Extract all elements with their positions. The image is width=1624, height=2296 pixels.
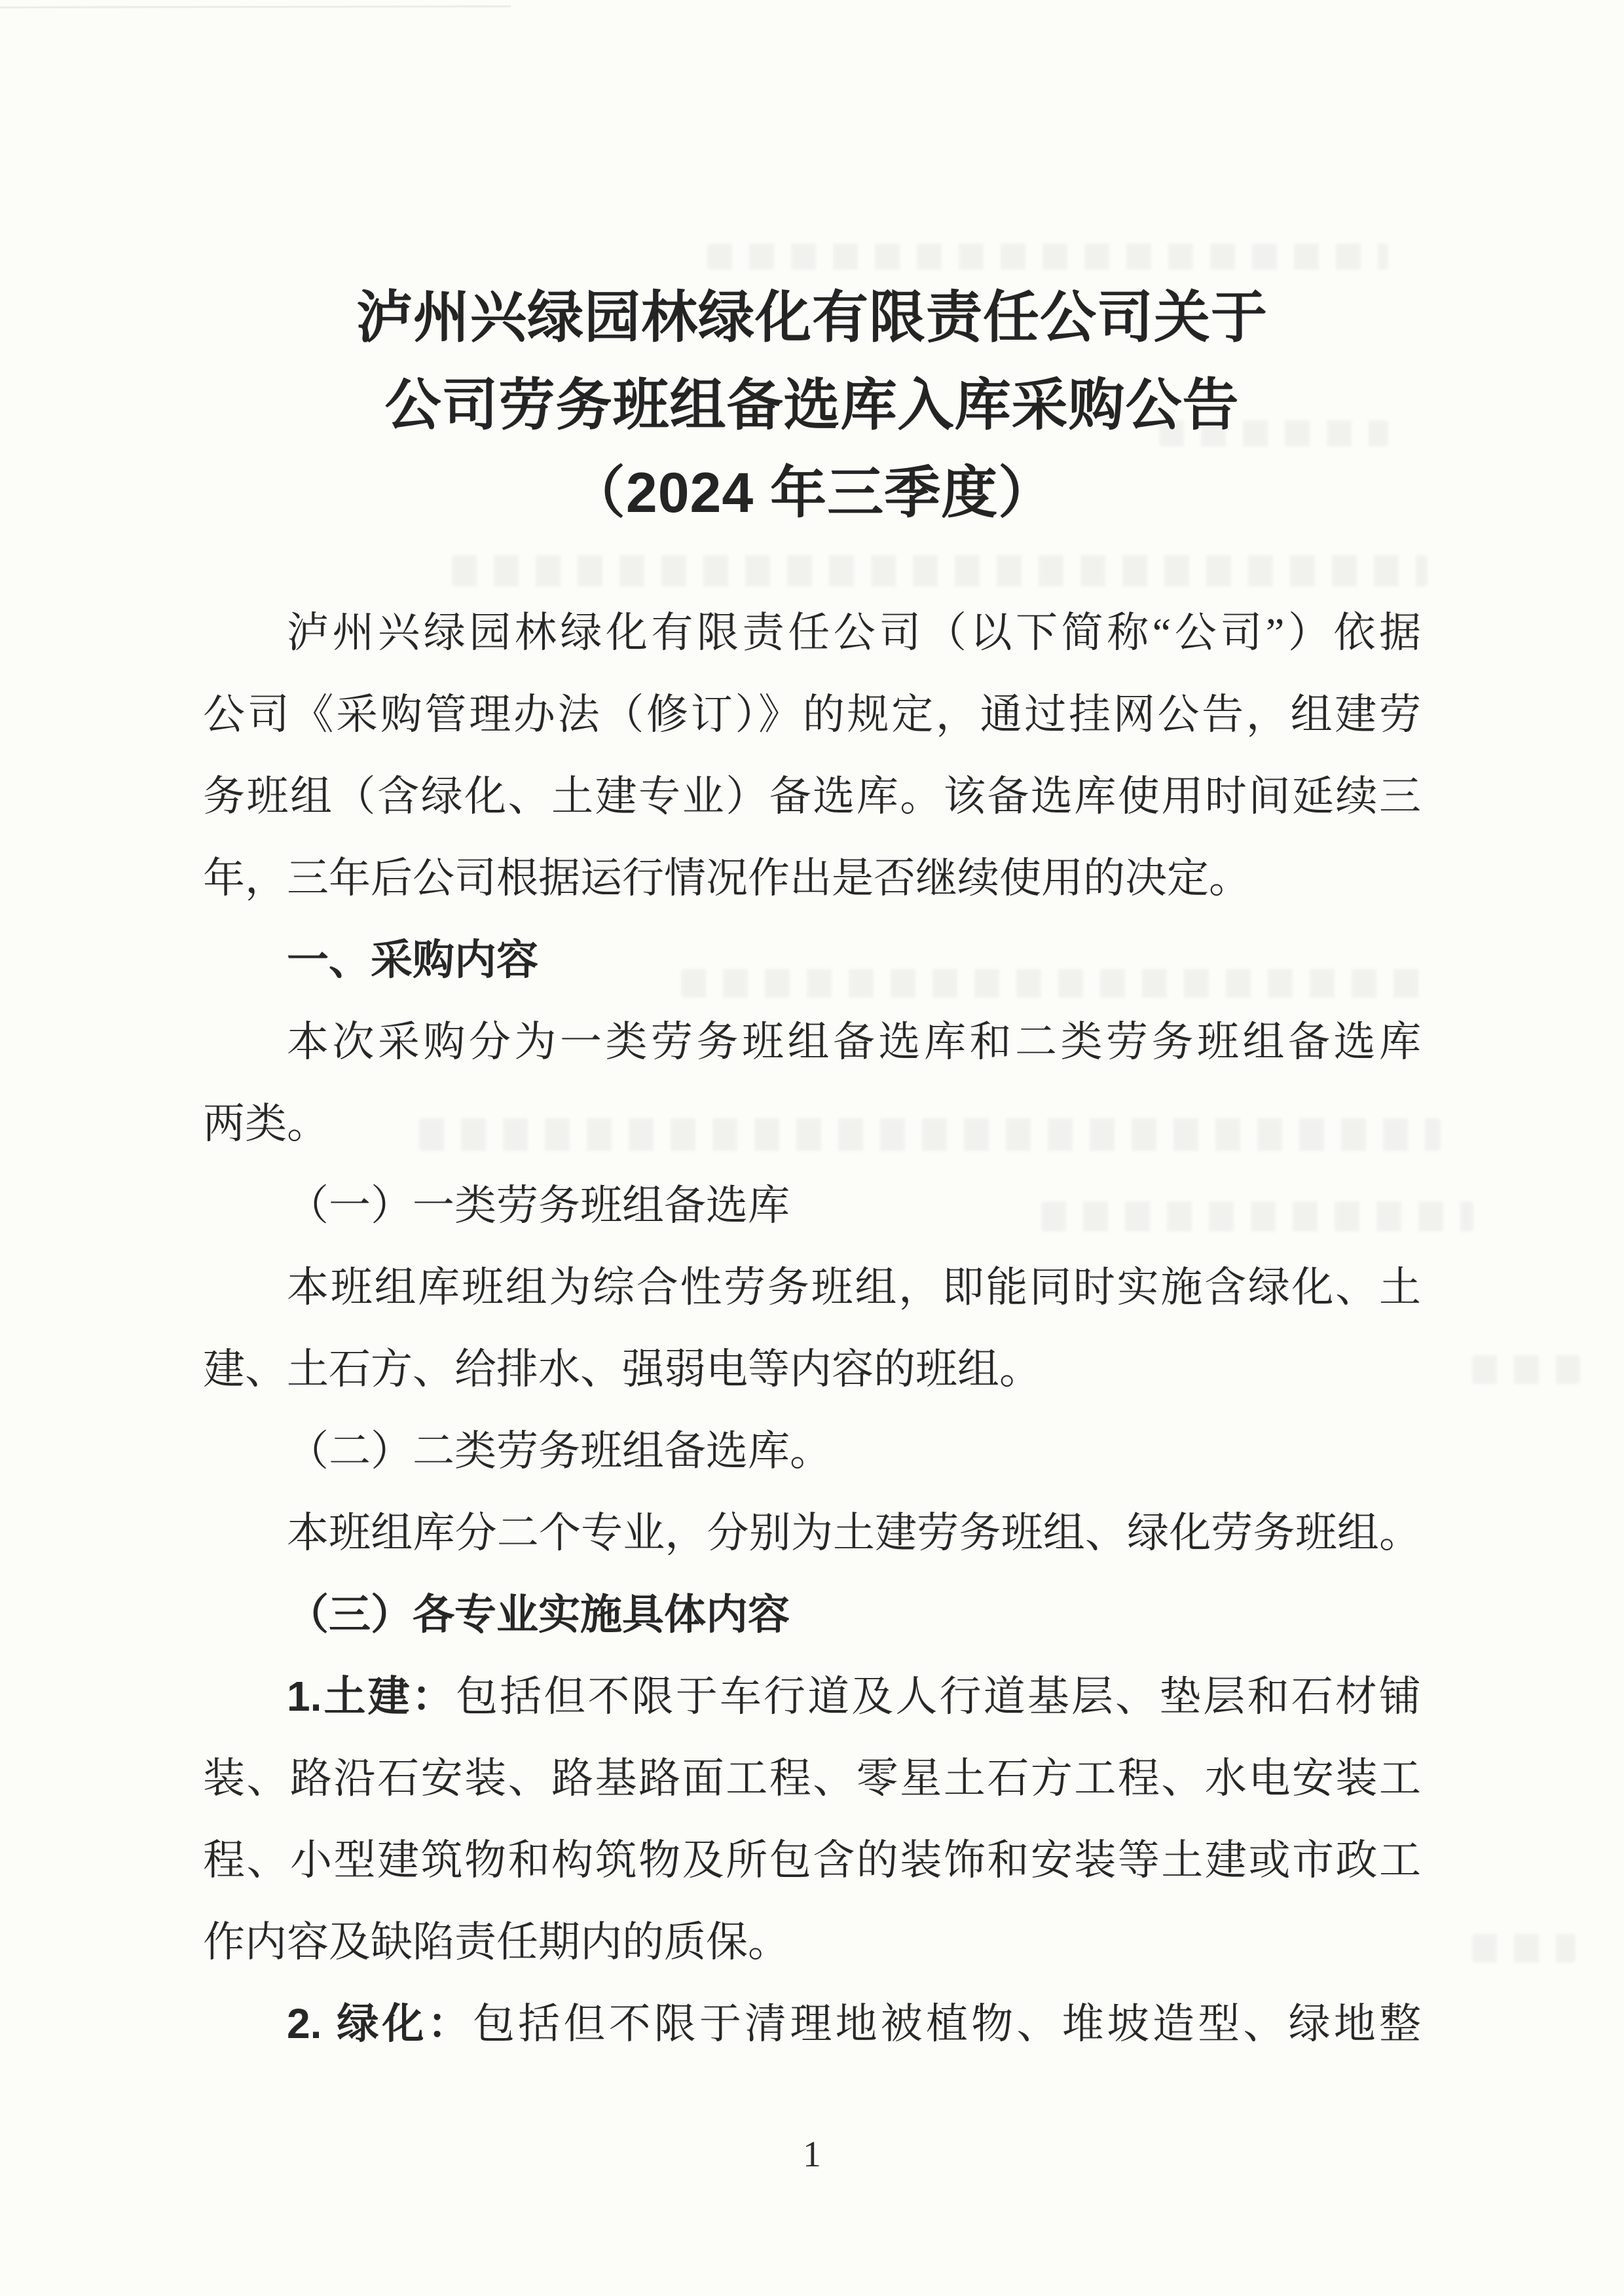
text-run: （二）二类劳务班组备选库。 xyxy=(287,1428,832,1474)
text-run: 建、土石方、给排水、强弱电等内容的班组。 xyxy=(203,1346,1041,1393)
bleedthrough-smudge xyxy=(1472,1934,1576,1963)
document-title xyxy=(0,274,1624,537)
title-line: 公司劳务班组备选库入库采购公告 xyxy=(384,374,1240,437)
text-line xyxy=(203,1328,1421,1410)
text-run: （一）一类劳务班组备选库 xyxy=(287,1182,790,1229)
text-run: 公司《采购管理办法（修订）》的规定，通过挂网公告，组建劳 xyxy=(203,691,1421,738)
bold-run: 1.土建： xyxy=(287,1673,456,1720)
title-line: （2024 年三季度） xyxy=(568,462,1056,524)
text-line xyxy=(203,1738,1421,1819)
bleedthrough-smudge xyxy=(1472,1355,1580,1384)
text-line xyxy=(203,1819,1421,1901)
text-run: 年，三年后公司根据运行情况作出是否继续使用的决定。 xyxy=(203,855,1251,902)
text-run: 两类。 xyxy=(203,1101,329,1147)
text-line xyxy=(203,1083,1421,1165)
text-line xyxy=(203,1574,1421,1656)
bleedthrough-smudge xyxy=(452,555,1428,587)
text-run: 作内容及缺陷责任期内的质保。 xyxy=(203,1919,790,1965)
text-line xyxy=(203,1492,1421,1574)
text-run: 本班组库班组为综合性劳务班组，即能同时实施含绿化、土 xyxy=(287,1264,1421,1311)
document-body xyxy=(203,592,1421,2065)
text-run: 程、小型建筑物和构筑物及所包含的装饰和安装等土建或市政工 xyxy=(203,1837,1421,1884)
bleedthrough-smudge xyxy=(707,244,1388,270)
text-line xyxy=(203,674,1421,756)
text-run: 本班组库分二个专业，分别为土建劳务班组、绿化劳务班组。 xyxy=(287,1510,1421,1556)
text-line xyxy=(203,1247,1421,1328)
scan-artifact-streak xyxy=(0,5,511,9)
title-line: 泸州兴绿园林绿化有限责任公司关于 xyxy=(356,286,1268,349)
text-run: 包括但不限于清理地被植物、堆坡造型、绿地整 xyxy=(472,2001,1422,2047)
bold-run: （三）各专业实施具体内容 xyxy=(287,1591,790,1638)
text-line xyxy=(203,1656,1421,1738)
text-run: 本次采购分为一类劳务班组备选库和二类劳务班组备选库 xyxy=(287,1019,1421,1065)
text-line xyxy=(203,837,1421,919)
text-line xyxy=(203,592,1421,674)
bold-run: 2. 绿化： xyxy=(287,2000,473,2047)
text-run: 泸州兴绿园林绿化有限责任公司（以下简称“公司”）依据 xyxy=(287,610,1421,656)
text-run: 装、路沿石安装、路基路面工程、零星土石方工程、水电安装工 xyxy=(203,1755,1421,1802)
text-line xyxy=(203,919,1421,1001)
bold-run: 一、采购内容 xyxy=(287,936,538,983)
text-line xyxy=(203,1410,1421,1492)
text-line xyxy=(203,756,1421,837)
page-number: 1 xyxy=(803,2134,821,2175)
text-line xyxy=(203,1001,1421,1083)
text-line xyxy=(203,1901,1421,1983)
text-line xyxy=(203,1983,1421,2065)
text-line xyxy=(203,1165,1421,1247)
text-run: 务班组（含绿化、土建专业）备选库。该备选库使用时间延续三 xyxy=(203,773,1421,820)
text-run: 包括但不限于车行道及人行道基层、垫层和石材铺 xyxy=(455,1673,1422,1720)
